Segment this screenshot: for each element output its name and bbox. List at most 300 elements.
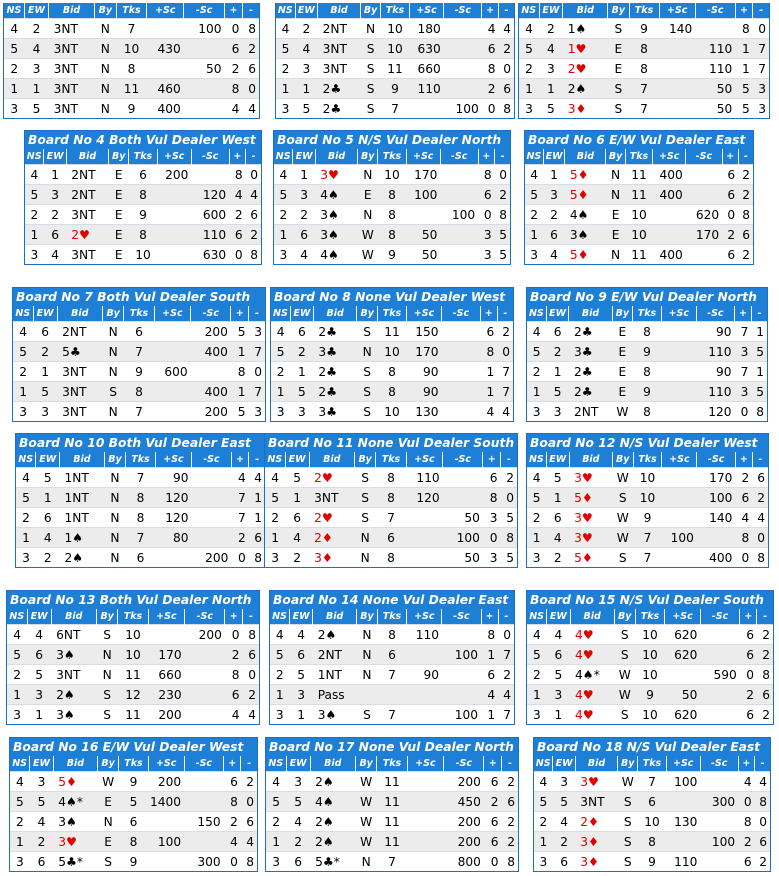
table-cell: 4 xyxy=(10,772,30,792)
table-cell: 6 xyxy=(224,772,241,792)
table-cell: 1 xyxy=(44,165,66,185)
table-cell: S xyxy=(360,79,380,99)
table-cell xyxy=(700,685,739,705)
table-cell: 8 xyxy=(246,245,261,265)
bid-cell: 4♠* xyxy=(570,665,614,685)
table-cell: 2 xyxy=(757,625,773,645)
table-cell: 90 xyxy=(696,362,734,382)
column-header: NS xyxy=(274,149,293,165)
table-cell: 8 xyxy=(501,528,517,548)
table-cell xyxy=(192,508,232,528)
bid-cell: 2NT xyxy=(318,19,361,39)
table-cell xyxy=(700,852,738,872)
table-cell xyxy=(440,245,478,265)
column-header: EW xyxy=(27,609,51,625)
table-cell: 6 xyxy=(738,852,755,872)
table-row xyxy=(266,792,518,812)
table-row xyxy=(13,402,265,422)
table-row xyxy=(270,645,514,665)
board-table-16 xyxy=(9,737,258,872)
table-cell: S xyxy=(357,705,378,725)
table-cell: S xyxy=(357,322,378,342)
table-cell: 8 xyxy=(249,548,265,568)
table-cell: 3 xyxy=(547,685,570,705)
column-header: -Sc xyxy=(191,306,231,322)
table-cell: 620 xyxy=(665,625,701,645)
table-cell: 6 xyxy=(293,225,315,245)
column-header: Bid xyxy=(569,452,612,468)
table-cell xyxy=(148,852,184,872)
table-cell: E xyxy=(612,322,632,342)
table-cell: N xyxy=(357,625,378,645)
column-header: NS xyxy=(271,306,290,322)
table-cell xyxy=(661,342,696,362)
table-cell: E xyxy=(612,342,632,362)
table-cell xyxy=(665,665,701,685)
table-cell: 2 xyxy=(290,342,313,362)
table-cell: 110 xyxy=(695,59,735,79)
column-header: + xyxy=(735,452,752,468)
table-cell: 8 xyxy=(229,165,246,185)
board-title: Board No 9 E/W Vul Dealer North xyxy=(527,288,767,306)
table-cell: 2 xyxy=(498,665,514,685)
table-cell: 5 xyxy=(546,468,569,488)
table-cell: 4 xyxy=(30,812,53,832)
table-cell: 0 xyxy=(740,665,757,685)
table-cell xyxy=(443,468,483,488)
table-cell xyxy=(661,362,696,382)
column-header: NS xyxy=(534,756,553,772)
table-row xyxy=(276,59,514,79)
table-cell: N xyxy=(95,19,117,39)
column-header: + xyxy=(740,609,757,625)
table-cell: 120 xyxy=(696,402,734,422)
table-cell: 5 xyxy=(274,185,293,205)
table-cell: 10 xyxy=(118,645,148,665)
table-row xyxy=(519,79,769,99)
table-cell: 8 xyxy=(633,362,662,382)
table-row xyxy=(527,468,768,488)
table-cell: S xyxy=(613,548,633,568)
table-cell xyxy=(653,225,686,245)
column-header: Tks xyxy=(118,609,148,625)
bid-cell: 2♠ xyxy=(563,79,608,99)
table-cell: 6 xyxy=(481,665,498,685)
table-cell xyxy=(409,99,444,119)
table-cell: 2 xyxy=(755,852,770,872)
table-row xyxy=(7,665,259,685)
bid-cell: 1♠ xyxy=(60,528,105,548)
column-header: +Sc xyxy=(147,3,184,19)
board-table-18 xyxy=(533,737,771,872)
table-row xyxy=(13,342,265,362)
table-cell: 1 xyxy=(546,362,569,382)
table-cell: 2 xyxy=(738,245,753,265)
table-cell xyxy=(192,468,232,488)
table-cell: 10 xyxy=(118,625,148,645)
table-cell: 0 xyxy=(483,528,501,548)
table-cell xyxy=(157,245,191,265)
table-cell: 8 xyxy=(126,508,156,528)
table-cell: 2 xyxy=(738,165,753,185)
table-cell: 1 xyxy=(10,832,30,852)
table-cell: 8 xyxy=(376,488,406,508)
table-cell: 3 xyxy=(270,705,290,725)
table-cell: E xyxy=(98,792,119,812)
table-cell: 7 xyxy=(249,342,265,362)
table-cell: 11 xyxy=(377,812,407,832)
table-cell: 630 xyxy=(409,39,444,59)
table-cell: 6 xyxy=(735,488,752,508)
table-cell: 6 xyxy=(484,832,502,852)
column-header: Tks xyxy=(116,3,147,19)
table-cell: 3 xyxy=(527,402,546,422)
table-row xyxy=(10,792,257,812)
column-header: EW xyxy=(543,149,565,165)
table-cell: 3 xyxy=(7,705,27,725)
column-header: + xyxy=(735,306,752,322)
table-cell: 1 xyxy=(481,705,498,725)
table-cell: 50 xyxy=(184,59,225,79)
board-table-9 xyxy=(526,287,768,422)
table-cell: 6 xyxy=(482,39,499,59)
table-cell: W xyxy=(613,528,633,548)
table-cell: 4 xyxy=(24,39,48,59)
table-cell: 1 xyxy=(231,342,249,362)
table-cell: 5 xyxy=(527,645,547,665)
column-header: Bid xyxy=(60,452,105,468)
table-cell: N xyxy=(606,165,625,185)
table-cell: 4 xyxy=(7,625,27,645)
bid-cell: 2♣ xyxy=(569,322,612,342)
column-header: Tks xyxy=(635,609,665,625)
board-table-7 xyxy=(12,287,266,422)
column-header: Tks xyxy=(638,756,666,772)
table-cell xyxy=(184,79,225,99)
table-cell: 5 xyxy=(539,99,563,119)
table-cell: 50 xyxy=(695,99,735,119)
table-cell: 8 xyxy=(225,79,243,99)
table-cell: 7 xyxy=(629,99,659,119)
column-header: + xyxy=(225,609,243,625)
table-cell: E xyxy=(109,165,129,185)
table-cell: 5 xyxy=(735,79,753,99)
table-cell xyxy=(662,548,697,568)
bid-cell: 2♣ xyxy=(318,99,361,119)
bid-cell: 1♠ xyxy=(563,19,608,39)
table-cell: 6 xyxy=(547,645,570,665)
table-cell: 2 xyxy=(241,772,257,792)
bid-cell: 2♠ xyxy=(313,625,357,645)
table-cell: 460 xyxy=(147,79,184,99)
column-header: NS xyxy=(16,452,36,468)
table-cell: 8 xyxy=(241,852,257,872)
table-cell: 10 xyxy=(116,39,147,59)
table-cell: 50 xyxy=(665,685,701,705)
table-cell: 170 xyxy=(697,468,736,488)
table-cell: E xyxy=(612,382,632,402)
table-row xyxy=(525,245,753,265)
table-cell: 1 xyxy=(519,79,539,99)
bid-cell: 3♥ xyxy=(53,832,97,852)
bid-cell: 1♥ xyxy=(563,39,608,59)
column-header: +Sc xyxy=(407,609,442,625)
column-header: By xyxy=(606,149,625,165)
bid-cell: 1NT xyxy=(313,665,357,685)
table-cell: 10 xyxy=(377,342,406,362)
table-cell: N xyxy=(96,665,117,685)
table-cell: 8 xyxy=(124,382,154,402)
table-cell xyxy=(147,19,184,39)
table-cell xyxy=(406,528,443,548)
table-cell: 8 xyxy=(378,205,406,225)
bid-cell: 3NT xyxy=(66,205,108,225)
table-cell: 0 xyxy=(498,625,514,645)
table-cell: 8 xyxy=(242,19,259,39)
table-row xyxy=(4,99,259,119)
table-cell: 1 xyxy=(525,225,543,245)
bid-cell: 4♥ xyxy=(570,625,614,645)
column-header: Bid xyxy=(318,3,361,19)
table-cell: 4 xyxy=(13,322,33,342)
table-cell xyxy=(157,205,191,225)
table-cell: 4 xyxy=(543,245,565,265)
table-cell: 9 xyxy=(129,205,157,225)
board-table-2 xyxy=(275,3,515,119)
table-row xyxy=(10,852,257,872)
column-header: Bid xyxy=(315,149,357,165)
table-cell xyxy=(185,705,225,725)
table-cell: 6 xyxy=(30,852,53,872)
table-cell: 50 xyxy=(406,225,440,245)
table-row xyxy=(16,508,265,528)
table-row xyxy=(4,19,259,39)
table-cell: 620 xyxy=(665,645,701,665)
table-cell: 120 xyxy=(155,488,191,508)
table-cell: E xyxy=(109,205,129,225)
table-cell: 140 xyxy=(697,508,736,528)
table-cell: 7 xyxy=(735,362,752,382)
score-table xyxy=(271,306,513,421)
column-header: + xyxy=(482,3,499,19)
table-cell: 4 xyxy=(274,165,293,185)
table-cell: N xyxy=(104,508,125,528)
column-header: Bid xyxy=(49,3,95,19)
table-cell: 6 xyxy=(290,645,313,665)
table-row xyxy=(265,528,517,548)
table-row xyxy=(525,165,753,185)
table-cell: 4 xyxy=(498,685,514,705)
table-cell: W xyxy=(355,792,376,812)
table-cell: 3 xyxy=(265,548,285,568)
table-cell: 10 xyxy=(638,812,666,832)
table-cell: W xyxy=(613,468,633,488)
bid-cell: 3NT xyxy=(318,59,361,79)
table-cell: N xyxy=(104,528,125,548)
table-cell: 11 xyxy=(381,59,410,79)
table-cell: 1 xyxy=(24,79,48,99)
table-cell xyxy=(407,705,442,725)
table-cell: 2 xyxy=(224,812,241,832)
table-cell: 1 xyxy=(16,528,36,548)
table-cell: N xyxy=(104,488,125,508)
column-header: By xyxy=(98,756,119,772)
table-cell: 5 xyxy=(30,792,53,812)
table-cell: 8 xyxy=(633,402,662,422)
table-cell: 5 xyxy=(527,342,546,362)
table-cell: 400 xyxy=(653,185,686,205)
table-cell: 2 xyxy=(497,322,513,342)
table-cell xyxy=(700,705,739,725)
table-cell: 2 xyxy=(242,39,259,59)
column-header: EW xyxy=(553,756,575,772)
table-cell: 4 xyxy=(27,625,51,645)
table-cell: E xyxy=(612,362,632,382)
table-cell: 5 xyxy=(25,185,44,205)
table-cell: 5 xyxy=(36,468,60,488)
table-cell: S xyxy=(357,362,378,382)
table-cell: 1 xyxy=(293,165,315,185)
table-cell xyxy=(406,548,443,568)
column-header: By xyxy=(358,149,378,165)
table-cell: 130 xyxy=(666,812,700,832)
column-header: + xyxy=(481,609,498,625)
table-cell: 4 xyxy=(480,402,497,422)
table-cell: 120 xyxy=(155,508,191,528)
table-cell: 1 xyxy=(285,488,309,508)
table-cell: 110 xyxy=(696,342,734,362)
table-cell xyxy=(184,772,224,792)
table-cell: 5 xyxy=(285,468,309,488)
bid-cell: 3♥ xyxy=(569,508,612,528)
table-cell: 4 xyxy=(295,39,318,59)
bid-cell: 2♣ xyxy=(569,382,612,402)
bid-cell: 5♦ xyxy=(565,185,606,205)
column-header: EW xyxy=(293,149,315,165)
column-header: -Sc xyxy=(184,3,225,19)
table-cell: 1 xyxy=(481,645,498,665)
table-cell: 6 xyxy=(484,772,502,792)
table-cell: 6 xyxy=(33,322,57,342)
column-header: EW xyxy=(546,452,569,468)
table-cell: 1 xyxy=(27,705,51,725)
table-cell: 5 xyxy=(501,548,517,568)
column-header: EW xyxy=(546,306,569,322)
table-row xyxy=(527,548,768,568)
table-cell: 8 xyxy=(482,59,499,79)
table-cell: 200 xyxy=(148,705,185,725)
table-row xyxy=(534,832,770,852)
table-row xyxy=(271,322,513,342)
table-cell: 1 xyxy=(527,382,546,402)
table-cell: 4 xyxy=(25,165,44,185)
column-header: + xyxy=(483,452,501,468)
board-table-6 xyxy=(524,130,754,265)
table-cell: 11 xyxy=(625,245,652,265)
table-cell xyxy=(191,362,231,382)
table-cell: S xyxy=(608,99,629,119)
board-table-13 xyxy=(6,590,260,725)
table-cell: 9 xyxy=(633,508,662,528)
column-header: Bid xyxy=(309,452,354,468)
table-cell: 590 xyxy=(700,665,739,685)
table-cell: 10 xyxy=(625,205,652,225)
table-cell: 170 xyxy=(406,165,440,185)
table-cell: 1 xyxy=(735,39,753,59)
table-row xyxy=(271,342,513,362)
column-header: +Sc xyxy=(665,609,701,625)
table-cell xyxy=(191,165,229,185)
table-cell: 5 xyxy=(751,382,767,402)
table-cell: W xyxy=(614,665,635,685)
table-cell: 2 xyxy=(16,508,36,528)
table-row xyxy=(10,812,257,832)
table-row xyxy=(274,165,510,185)
table-cell: N xyxy=(354,528,375,548)
table-cell: 4 xyxy=(752,508,768,528)
table-cell: 3 xyxy=(276,99,295,119)
table-cell: 4 xyxy=(525,165,543,185)
bid-cell: 3NT xyxy=(309,488,354,508)
table-row xyxy=(265,488,517,508)
column-header: NS xyxy=(265,452,285,468)
column-header: NS xyxy=(7,609,27,625)
table-cell: E xyxy=(109,245,129,265)
table-cell: 6 xyxy=(229,225,246,245)
table-cell: 90 xyxy=(155,468,191,488)
table-row xyxy=(7,645,259,665)
table-cell xyxy=(407,685,442,705)
table-cell: 0 xyxy=(224,852,241,872)
table-cell: 2 xyxy=(10,812,30,832)
table-cell: E xyxy=(608,39,629,59)
table-cell xyxy=(406,205,440,225)
table-row xyxy=(534,772,770,792)
table-row xyxy=(527,685,773,705)
column-header: Bid xyxy=(310,756,355,772)
table-cell: 4 xyxy=(249,468,265,488)
table-cell: 4 xyxy=(266,772,286,792)
table-cell: 6 xyxy=(722,185,738,205)
table-cell: 4 xyxy=(242,99,259,119)
table-cell: 400 xyxy=(191,382,231,402)
column-header: +Sc xyxy=(157,149,191,165)
table-cell: 3 xyxy=(24,59,48,79)
table-cell: 8 xyxy=(633,322,662,342)
table-cell: S xyxy=(618,852,638,872)
table-cell: 0 xyxy=(242,79,259,99)
table-cell: 6 xyxy=(44,225,66,245)
bid-cell: 1NT xyxy=(60,508,105,528)
table-cell: 9 xyxy=(638,852,666,872)
table-cell: S xyxy=(96,625,117,645)
table-row xyxy=(519,59,769,79)
table-cell: 1 xyxy=(36,488,60,508)
column-header: NS xyxy=(519,3,539,19)
table-cell: 4 xyxy=(755,772,770,792)
table-cell: 0 xyxy=(478,205,495,225)
table-cell: S xyxy=(96,705,117,725)
bid-cell: 3NT xyxy=(49,59,95,79)
bid-cell: 2NT xyxy=(57,322,102,342)
table-cell: 8 xyxy=(751,402,767,422)
table-cell: 6 xyxy=(119,812,149,832)
column-header: Bid xyxy=(565,149,606,165)
table-cell: 4 xyxy=(265,468,285,488)
table-cell: 5 xyxy=(119,792,149,812)
table-cell: 2 xyxy=(735,468,752,488)
score-table xyxy=(534,756,770,871)
